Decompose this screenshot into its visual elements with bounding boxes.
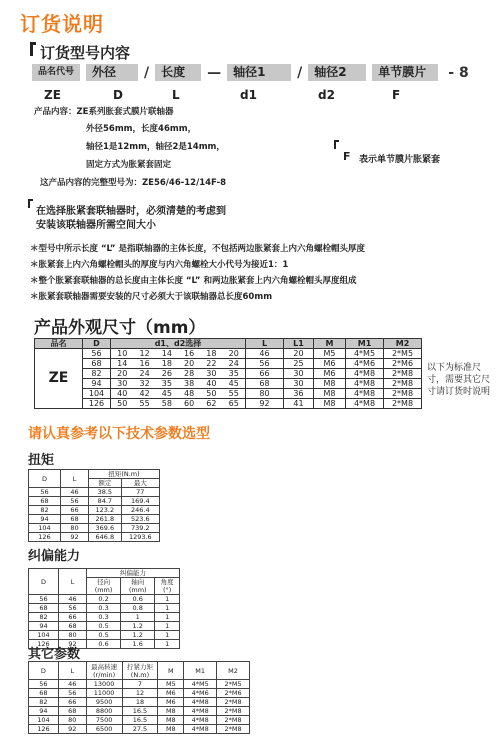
table-cell: 94	[29, 707, 59, 716]
table-cell: 4*M5	[184, 680, 217, 689]
code-product: ZE	[44, 88, 61, 102]
table-group-header: 扭矩(N.m)	[89, 470, 160, 479]
table-cell: 1	[155, 622, 180, 631]
table-cell: 1	[155, 640, 180, 649]
table-header: L	[58, 662, 86, 680]
table-cell: M8	[158, 716, 184, 725]
table-cell: 66	[61, 506, 89, 515]
suffix-label: - 8	[448, 64, 469, 81]
table-row	[29, 680, 250, 689]
table-cell: 2*M8	[217, 716, 250, 725]
table-cell: 0.6	[121, 595, 155, 604]
table-cell: 56	[61, 497, 89, 506]
table-cell: M6	[158, 689, 184, 698]
table-cell: 104	[29, 716, 59, 725]
table-cell: 261.8	[89, 515, 122, 524]
table-cell: 20	[111, 369, 134, 379]
code-length: L	[172, 88, 180, 102]
table-cell: 92	[61, 533, 89, 542]
table-cell: 0.6	[87, 640, 121, 649]
table-header: M2	[384, 339, 422, 349]
table-row	[29, 725, 250, 734]
table-cell: 18	[156, 359, 178, 369]
table-cell: 646.8	[89, 533, 122, 542]
table-cell: 94	[29, 515, 61, 524]
table-row	[35, 369, 422, 379]
table-cell: 56	[29, 595, 59, 604]
table-cell: 68	[61, 515, 89, 524]
table-cell: 45	[222, 379, 245, 389]
table-cell: 56	[59, 604, 87, 613]
table-cell: 104	[29, 524, 61, 533]
table-cell: 24	[222, 359, 245, 369]
side-note: 以下为标准尺寸，需要其它尺寸请订货时说明	[427, 363, 491, 397]
table-row	[29, 533, 160, 542]
table-cell: 0.8	[121, 604, 155, 613]
table-cell: 14	[156, 349, 178, 359]
table-cell: M6	[314, 369, 346, 379]
table-cell: 2*M6	[217, 689, 250, 698]
table-cell: 30	[200, 369, 222, 379]
table-header: 最大	[121, 479, 159, 488]
table-cell: 38.5	[89, 488, 122, 497]
label-shaft-2: 轴径2	[308, 64, 366, 81]
table-row	[29, 506, 160, 515]
table-row	[29, 716, 250, 725]
table-cell: 30	[284, 369, 314, 379]
space-note	[36, 205, 226, 233]
table-cell: 66	[246, 369, 284, 379]
table-cell: 4*M8	[346, 389, 384, 399]
table-cell: 24	[134, 369, 156, 379]
table-cell: 56	[58, 689, 86, 698]
table-cell: 126	[83, 399, 111, 409]
table-cell: 2*M5	[384, 349, 422, 359]
table-cell: 2*M8	[217, 698, 250, 707]
table-cell: 40	[111, 389, 134, 399]
table-cell: 56	[83, 349, 111, 359]
table-cell: 14	[111, 359, 134, 369]
table-cell: 66	[58, 698, 86, 707]
table-cell: 1.2	[121, 631, 155, 640]
table-cell: 1	[121, 613, 155, 622]
table-cell: 56	[29, 680, 59, 689]
table-cell: 18	[122, 698, 158, 707]
table-cell: 82	[83, 369, 111, 379]
corner-bracket-icon	[28, 199, 33, 208]
table-cell: 56	[246, 359, 284, 369]
table-cell: 32	[134, 379, 156, 389]
table-cell: 26	[156, 369, 178, 379]
table-cell: 1	[155, 604, 180, 613]
table-cell: 82	[29, 506, 61, 515]
table-cell: 66	[59, 613, 87, 622]
table-cell: 1	[155, 595, 180, 604]
table-row	[35, 399, 422, 409]
table-cell: 8800	[86, 707, 122, 716]
table-header: M	[314, 339, 346, 349]
table-cell: 80	[58, 716, 86, 725]
table-cell: 6500	[86, 725, 122, 734]
table-cell: 523.6	[121, 515, 159, 524]
table-cell: M8	[158, 707, 184, 716]
spec-line: 轴径1是12mm，轴径2是14mm，	[86, 142, 225, 152]
table-header-row	[29, 470, 160, 479]
label-length: 长度	[155, 64, 201, 81]
table-cell: 16.5	[122, 716, 158, 725]
table-cell: 82	[29, 613, 59, 622]
slash-separator: /	[297, 64, 303, 81]
table-header: M1	[346, 339, 384, 349]
table-header: 角度(°)	[155, 578, 180, 595]
table-cell: 0.2	[87, 595, 121, 604]
table-cell: 80	[59, 631, 87, 640]
table-cell: 2*M8	[384, 389, 422, 399]
table-cell: 1.6	[121, 640, 155, 649]
table-cell: 4*M6	[346, 359, 384, 369]
table-header: L	[246, 339, 284, 349]
table-row	[29, 613, 180, 622]
table-cell: 50	[200, 389, 222, 399]
table-cell: M6	[314, 359, 346, 369]
table-cell: 62	[200, 399, 222, 409]
table-cell: 1293.6	[121, 533, 159, 542]
table-row	[29, 488, 160, 497]
table-cell: 104	[83, 389, 111, 399]
table-cell: 4*M8	[184, 707, 217, 716]
table-row	[29, 689, 250, 698]
table-cell: 123.2	[89, 506, 122, 515]
table-cell: 84.7	[89, 497, 122, 506]
label-diaphragm: 单节膜片	[372, 64, 438, 81]
code-shaft-1: d1	[240, 88, 257, 102]
table-cell: 16	[134, 359, 156, 369]
table-cell: 68	[58, 707, 86, 716]
table-cell: 2*M8	[384, 379, 422, 389]
table-cell: 12	[122, 689, 158, 698]
table-header: 径向(mm)	[87, 578, 121, 595]
table-cell: M5	[314, 349, 346, 359]
table-cell: 2*M8	[384, 369, 422, 379]
table-header: D	[29, 569, 59, 595]
table-row	[29, 698, 250, 707]
table-cell: 126	[29, 533, 61, 542]
other-params-table	[28, 661, 250, 734]
deviation-heading: 纠偏能力	[28, 549, 81, 564]
spec-line: 固定方式为胀紧套固定	[86, 160, 172, 170]
table-cell: 46	[58, 680, 86, 689]
table-cell: 60	[178, 399, 200, 409]
table-header: L	[59, 569, 87, 595]
code-diaphragm: F	[392, 88, 401, 102]
table-row	[29, 497, 160, 506]
table-header-row	[35, 339, 422, 349]
table-cell: M8	[314, 379, 346, 389]
table-cell: M8	[314, 399, 346, 409]
table-header: D	[29, 470, 61, 488]
table-cell: 0.3	[87, 604, 121, 613]
table-cell: 0.3	[87, 613, 121, 622]
table-cell: 42	[134, 389, 156, 399]
table-header: M2	[217, 662, 250, 680]
table-cell: 28	[178, 369, 200, 379]
table-row	[35, 349, 422, 359]
slash-separator: /	[144, 64, 150, 81]
table-cell: 20	[222, 349, 245, 359]
table-cell: 12	[134, 349, 156, 359]
table-header: 拧紧力矩(N.m)	[122, 662, 158, 680]
table-cell: 30	[111, 379, 134, 389]
table-cell: 46	[59, 595, 87, 604]
code-outer-diameter: D	[113, 88, 123, 102]
space-note-line: 在选择胀紧套联轴器时，必须清楚的考虑到	[36, 206, 226, 217]
torque-heading: 扭矩	[28, 453, 55, 468]
table-header: 轴向(mm)	[121, 578, 155, 595]
table-cell: 169.4	[121, 497, 159, 506]
table-cell: 20	[178, 359, 200, 369]
table-header: D	[83, 339, 111, 349]
table-cell: 50	[111, 399, 134, 409]
model-section-heading: 订货型号内容	[40, 44, 131, 62]
table-cell: 55	[134, 399, 156, 409]
table-cell: 41	[284, 399, 314, 409]
table-cell: 10	[111, 349, 134, 359]
table-row	[29, 707, 250, 716]
table-cell: 92	[246, 399, 284, 409]
table-row	[29, 604, 180, 613]
table-cell: 68	[83, 359, 111, 369]
table-cell: 4*M8	[346, 399, 384, 409]
spec-line: 外径56mm，长度46mm，	[86, 124, 197, 134]
other-params-heading: 其它参数	[28, 647, 81, 662]
table-header-row	[29, 569, 180, 578]
table-row	[35, 389, 422, 399]
torque-table	[28, 469, 160, 542]
table-cell: 7500	[86, 716, 122, 725]
label-outer-diameter: 外径	[86, 64, 138, 81]
table-cell: 40	[200, 379, 222, 389]
table-cell: 27.5	[122, 725, 158, 734]
table-header: D	[29, 662, 59, 680]
table-cell: 2*M5	[217, 680, 250, 689]
table-row	[29, 631, 180, 640]
table-cell: 55	[222, 389, 245, 399]
table-cell: 68	[246, 379, 284, 389]
table-cell: 20	[284, 349, 314, 359]
table-cell: 68	[59, 622, 87, 631]
table-header: L	[61, 470, 89, 488]
table-cell: 2*M8	[217, 707, 250, 716]
table-cell: 25	[284, 359, 314, 369]
table-cell: 56	[29, 488, 61, 497]
table-cell: M5	[158, 680, 184, 689]
table-cell: 4*M6	[184, 689, 217, 698]
table-cell: 35	[156, 379, 178, 389]
table-cell: 739.2	[121, 524, 159, 533]
table-cell: 13000	[86, 680, 122, 689]
table-cell: 80	[61, 524, 89, 533]
label-shaft-1: 轴径1	[227, 64, 291, 81]
model-code-cell: ZE	[35, 349, 83, 409]
table-row	[35, 359, 422, 369]
table-cell: 65	[222, 399, 245, 409]
table-cell: 46	[246, 349, 284, 359]
table-cell: M8	[158, 725, 184, 734]
table-cell: 9500	[86, 698, 122, 707]
corner-bracket-icon	[30, 42, 36, 56]
table-cell: 4*M8	[184, 698, 217, 707]
full-model-line: 这产品内容的完整型号为：ZE56/46-12/14F-8	[40, 178, 227, 188]
table-header-row	[29, 662, 250, 680]
dimensions-heading: 产品外观尺寸（mm）	[34, 318, 206, 338]
table-cell: 48	[178, 389, 200, 399]
note-bullet: ＊整个胀紧套联轴器的总长度由主体长度 “L” 和两边胀紧套上内六角螺栓帽头厚度组成	[30, 276, 357, 286]
table-cell: 30	[284, 379, 314, 389]
table-cell: 2*M8	[384, 399, 422, 409]
table-cell: 11000	[86, 689, 122, 698]
table-header: 额定	[89, 479, 122, 488]
table-cell: 369.6	[89, 524, 122, 533]
note-bullet: ＊胀紧套联轴器需要安装的尺寸必须大于该联轴器总长度60mm	[30, 292, 273, 302]
table-header: L1	[284, 339, 314, 349]
table-cell: 58	[156, 399, 178, 409]
table-row	[29, 515, 160, 524]
table-cell: 1	[155, 613, 180, 622]
note-bullet: ＊型号中所示长度 “L” 是指联轴器的主体长度，不包括两边胀紧套上内六角螺栓帽头厚度	[30, 244, 365, 254]
table-cell: 18	[200, 349, 222, 359]
corner-bracket-icon	[334, 140, 339, 149]
table-cell: 16.5	[122, 707, 158, 716]
note-bullet: ＊胀紧套上内六角螺栓帽头的厚度与内六角螺栓大小代号为接近1：1	[30, 260, 289, 270]
model-label-row	[32, 64, 469, 81]
dimensions-table	[34, 338, 422, 409]
indicator-text: 表示单节膜片胀紧套	[359, 155, 441, 165]
table-cell: 68	[29, 604, 59, 613]
code-shaft-2: d2	[318, 88, 335, 102]
table-header: 品名	[35, 339, 83, 349]
table-cell: M6	[158, 698, 184, 707]
table-cell: 126	[29, 725, 59, 734]
table-cell: 126	[29, 640, 59, 649]
table-cell: 68	[29, 689, 59, 698]
table-cell: 77	[121, 488, 159, 497]
table-cell: 80	[246, 389, 284, 399]
table-cell: 0.5	[87, 622, 121, 631]
table-cell: 4*M5	[346, 349, 384, 359]
table-cell: 1	[155, 631, 180, 640]
table-row	[29, 595, 180, 604]
table-row	[35, 379, 422, 389]
table-cell: 104	[29, 631, 59, 640]
table-cell: 4*M8	[346, 379, 384, 389]
table-cell: 45	[156, 389, 178, 399]
table-cell: 0.5	[87, 631, 121, 640]
deviation-table	[28, 568, 180, 649]
table-cell: 38	[178, 379, 200, 389]
indicator-letter: F	[343, 150, 351, 163]
table-cell: 1.2	[121, 622, 155, 631]
page-title: 订货说明	[20, 12, 104, 36]
table-cell: 46	[61, 488, 89, 497]
table-cell: 246.4	[121, 506, 159, 515]
table-cell: M8	[314, 389, 346, 399]
space-note-line: 安装该联轴器所需空间大小	[36, 220, 156, 231]
table-cell: 4*M8	[184, 716, 217, 725]
table-row	[29, 524, 160, 533]
label-product-code: 品名代号	[32, 64, 80, 81]
table-cell: 82	[29, 698, 59, 707]
table-header: M1	[184, 662, 217, 680]
table-header: 最高转速(r/min)	[86, 662, 122, 680]
table-cell: 94	[29, 622, 59, 631]
table-cell: 22	[200, 359, 222, 369]
table-cell: 94	[83, 379, 111, 389]
table-cell: 2*M6	[384, 359, 422, 369]
table-header: M	[158, 662, 184, 680]
table-cell: 36	[284, 389, 314, 399]
parameters-heading: 请认真参考以下技术参数选型	[28, 426, 210, 442]
table-group-header: 纠偏能力	[87, 569, 180, 578]
table-cell: 68	[29, 497, 61, 506]
table-cell: 4*M8	[346, 369, 384, 379]
table-header: d1、d2选择	[111, 339, 246, 349]
dash-separator: —	[207, 64, 222, 81]
table-cell: 7	[122, 680, 158, 689]
table-cell: 35	[222, 369, 245, 379]
table-row	[29, 622, 180, 631]
table-cell: 92	[59, 640, 87, 649]
table-cell: 16	[178, 349, 200, 359]
product-line: 产品内容：ZE系列胀套式膜片联轴器	[34, 107, 174, 117]
table-cell: 92	[58, 725, 86, 734]
table-cell: 2*M8	[217, 725, 250, 734]
table-cell: 4*M8	[184, 725, 217, 734]
